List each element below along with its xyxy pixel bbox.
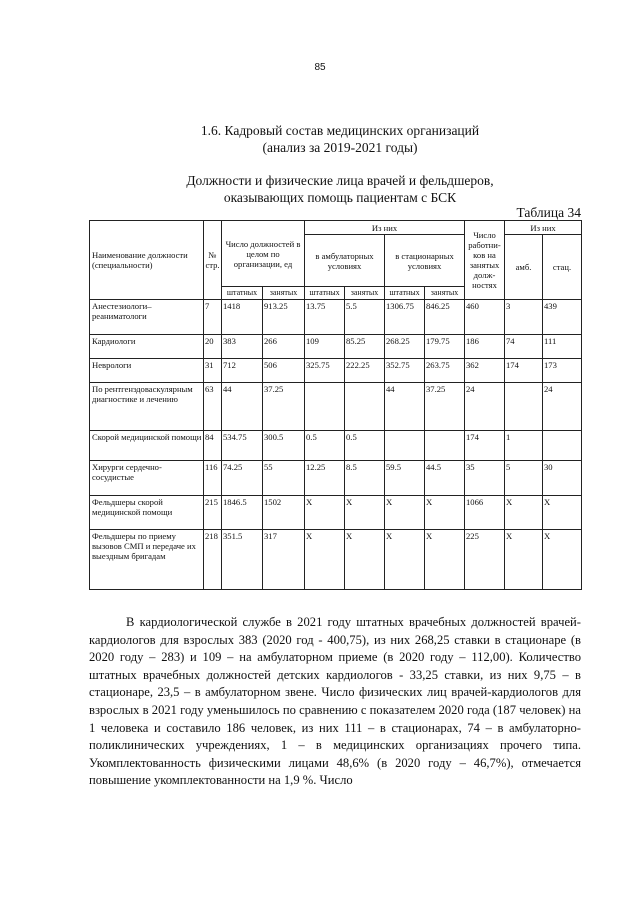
cell-amb-shtat: 0.5 bbox=[305, 431, 345, 461]
cell-amb-zanyat: X bbox=[345, 530, 385, 590]
page-number: 85 bbox=[314, 62, 326, 73]
header-name: Наименование должности (специальности) bbox=[90, 221, 204, 300]
cell-amb-shtat bbox=[305, 383, 345, 431]
cell-w-amb: 3 bbox=[505, 300, 543, 335]
cell-amb-zanyat: 0.5 bbox=[345, 431, 385, 461]
cell-total-shtat: 1846.5 bbox=[222, 496, 263, 530]
cell-w-amb: 74 bbox=[505, 335, 543, 359]
header-amb: амб. bbox=[505, 235, 543, 300]
cell-w-amb: 5 bbox=[505, 461, 543, 496]
cell-total-shtat: 1418 bbox=[222, 300, 263, 335]
table-row bbox=[90, 300, 582, 335]
cell-workers: 362 bbox=[465, 359, 505, 383]
cell-stac-zanyat: 44.5 bbox=[425, 461, 465, 496]
cell-name: Кардиологи bbox=[90, 335, 204, 359]
header-zanyat-amb: занятых bbox=[345, 287, 385, 300]
cell-workers: 35 bbox=[465, 461, 505, 496]
cell-stac-shtat: 268.25 bbox=[385, 335, 425, 359]
cell-total-shtat: 534.75 bbox=[222, 431, 263, 461]
cell-workers: 225 bbox=[465, 530, 505, 590]
cell-workers: 24 bbox=[465, 383, 505, 431]
body-paragraph: В кардиологической службе в 2021 году штатных врачебных должностей врачей-кардиологов для взрослых 383 (2020 год - 400,75), из них 268,25 ставки в стационаре (в 2020 году – 283) и 109 – на амбулаторном приеме (в 2020 году – 112,00). Количество штатных врачебных должностей детских кардиологов - 33,25 ставки, из них 9,75 – в стационаре, 23,5 – в амбулаторном звене. Число физических лиц врачей-кардиологов для взрослых в 2021 году уменьшилось по сравнению с показателем 2020 года (187 человек) на 1 человека и составило 186 человек, из них 111 – в стационарах, 74 – в амбулаторно-поликлинических учреждениях, 1 – в медицинских организациях прочего типа. Укомплектованность физическими лицами 48,6% (в 2020 году – 46,7%), отмечается повышение укомплектованности на 1,9 %. Число bbox=[89, 615, 581, 788]
cell-amb-shtat: X bbox=[305, 496, 345, 530]
cell-no: 84 bbox=[204, 431, 222, 461]
cell-total-shtat: 351.5 bbox=[222, 530, 263, 590]
cell-w-stac: 111 bbox=[543, 335, 582, 359]
cell-stac-zanyat: 37.25 bbox=[425, 383, 465, 431]
cell-w-stac: 30 bbox=[543, 461, 582, 496]
cell-w-stac bbox=[543, 431, 582, 461]
cell-total-zanyat: 300.5 bbox=[263, 431, 305, 461]
cell-amb-shtat: 13.75 bbox=[305, 300, 345, 335]
cell-total-shtat: 74.25 bbox=[222, 461, 263, 496]
cell-w-stac: 24 bbox=[543, 383, 582, 431]
cell-stac-shtat: 44 bbox=[385, 383, 425, 431]
cell-w-stac: X bbox=[543, 496, 582, 530]
cell-stac-zanyat: X bbox=[425, 496, 465, 530]
cell-workers: 460 bbox=[465, 300, 505, 335]
table-row bbox=[90, 530, 582, 590]
table-caption: Таблица 34 bbox=[516, 205, 581, 220]
header-row-no: № стр. bbox=[204, 221, 222, 300]
table-row bbox=[90, 383, 582, 431]
cell-stac-zanyat: X bbox=[425, 530, 465, 590]
cell-total-zanyat: 317 bbox=[263, 530, 305, 590]
cell-amb-zanyat: 85.25 bbox=[345, 335, 385, 359]
cell-amb-zanyat: 5.5 bbox=[345, 300, 385, 335]
cell-w-amb: X bbox=[505, 530, 543, 590]
table-title-line-1: Должности и физические лица врачей и фельдшеров, bbox=[186, 173, 494, 188]
cell-stac-zanyat: 179.75 bbox=[425, 335, 465, 359]
cell-total-shtat: 712 bbox=[222, 359, 263, 383]
cell-no: 20 bbox=[204, 335, 222, 359]
cell-name: Анестезиологи–реаниматологи bbox=[90, 300, 204, 335]
header-shtat-amb: штатных bbox=[305, 287, 345, 300]
cell-amb-zanyat: 222.25 bbox=[345, 359, 385, 383]
cell-w-stac: X bbox=[543, 530, 582, 590]
cell-total-zanyat: 506 bbox=[263, 359, 305, 383]
cell-name: По рентгенэдоваскулярным диагностике и лечению bbox=[90, 383, 204, 431]
cell-w-amb: 174 bbox=[505, 359, 543, 383]
cell-stac-shtat: X bbox=[385, 496, 425, 530]
header-stac: стац. bbox=[543, 235, 582, 300]
cell-name: Фельдшеры скорой медицинской помощи bbox=[90, 496, 204, 530]
cell-amb-shtat: 109 bbox=[305, 335, 345, 359]
cell-stac-zanyat bbox=[425, 431, 465, 461]
cell-workers: 1066 bbox=[465, 496, 505, 530]
cell-name: Неврологи bbox=[90, 359, 204, 383]
cell-total-zanyat: 37.25 bbox=[263, 383, 305, 431]
cell-stac-zanyat: 263.75 bbox=[425, 359, 465, 383]
cell-w-amb bbox=[505, 383, 543, 431]
cell-stac-shtat: X bbox=[385, 530, 425, 590]
header-inpatient: в стационарных условиях bbox=[385, 235, 465, 287]
cell-stac-shtat: 352.75 bbox=[385, 359, 425, 383]
table-row bbox=[90, 496, 582, 530]
cell-no: 215 bbox=[204, 496, 222, 530]
cell-no: 31 bbox=[204, 359, 222, 383]
cell-amb-zanyat: 8.5 bbox=[345, 461, 385, 496]
header-zanyat-total: занятых bbox=[263, 287, 305, 300]
table-title-line-2: оказывающих помощь пациентам с БСК bbox=[223, 190, 457, 205]
cell-total-zanyat: 266 bbox=[263, 335, 305, 359]
table-row bbox=[90, 335, 582, 359]
cell-no: 7 bbox=[204, 300, 222, 335]
table-body bbox=[90, 300, 582, 590]
cell-total-shtat: 383 bbox=[222, 335, 263, 359]
cell-amb-shtat: X bbox=[305, 530, 345, 590]
cell-name: Хирурги сердечно-сосудистые bbox=[90, 461, 204, 496]
cell-stac-zanyat: 846.25 bbox=[425, 300, 465, 335]
cell-w-amb: 1 bbox=[505, 431, 543, 461]
header-total: Число должностей в целом по организации, ед bbox=[222, 221, 305, 287]
body-paragraph-container bbox=[89, 614, 581, 790]
section-title-line-1: 1.6. Кадровый состав медицинских организаций bbox=[200, 123, 480, 138]
header-of-them-2: Из них bbox=[505, 221, 582, 235]
header-shtat-total: штатных bbox=[222, 287, 263, 300]
cell-no: 116 bbox=[204, 461, 222, 496]
staff-table bbox=[89, 220, 582, 590]
cell-workers: 186 bbox=[465, 335, 505, 359]
header-of-them: Из них bbox=[305, 221, 465, 235]
table-row bbox=[90, 359, 582, 383]
cell-total-zanyat: 55 bbox=[263, 461, 305, 496]
cell-no: 218 bbox=[204, 530, 222, 590]
cell-no: 63 bbox=[204, 383, 222, 431]
cell-amb-shtat: 12.25 bbox=[305, 461, 345, 496]
cell-w-amb: X bbox=[505, 496, 543, 530]
cell-stac-shtat: 59.5 bbox=[385, 461, 425, 496]
table-row bbox=[90, 461, 582, 496]
cell-w-stac: 173 bbox=[543, 359, 582, 383]
cell-total-zanyat: 913.25 bbox=[263, 300, 305, 335]
cell-stac-shtat bbox=[385, 431, 425, 461]
header-staff-count: Число работни-ков на занятых долж-ностях bbox=[465, 221, 505, 300]
cell-stac-shtat: 1306.75 bbox=[385, 300, 425, 335]
table-title bbox=[60, 172, 620, 206]
cell-name: Скорой медицинской помощи bbox=[90, 431, 204, 461]
cell-total-zanyat: 1502 bbox=[263, 496, 305, 530]
cell-amb-zanyat bbox=[345, 383, 385, 431]
header-shtat-stac: штатных bbox=[385, 287, 425, 300]
section-title bbox=[60, 122, 620, 156]
cell-workers: 174 bbox=[465, 431, 505, 461]
cell-w-stac: 439 bbox=[543, 300, 582, 335]
cell-name: Фельдшеры по приему вызовов СМП и передаче их выездным бригадам bbox=[90, 530, 204, 590]
section-title-line-2: (анализ за 2019-2021 годы) bbox=[262, 140, 418, 155]
table-row bbox=[90, 431, 582, 461]
cell-amb-zanyat: X bbox=[345, 496, 385, 530]
cell-total-shtat: 44 bbox=[222, 383, 263, 431]
header-zanyat-stac: занятых bbox=[425, 287, 465, 300]
header-outpatient: в амбулаторных условиях bbox=[305, 235, 385, 287]
cell-amb-shtat: 325.75 bbox=[305, 359, 345, 383]
